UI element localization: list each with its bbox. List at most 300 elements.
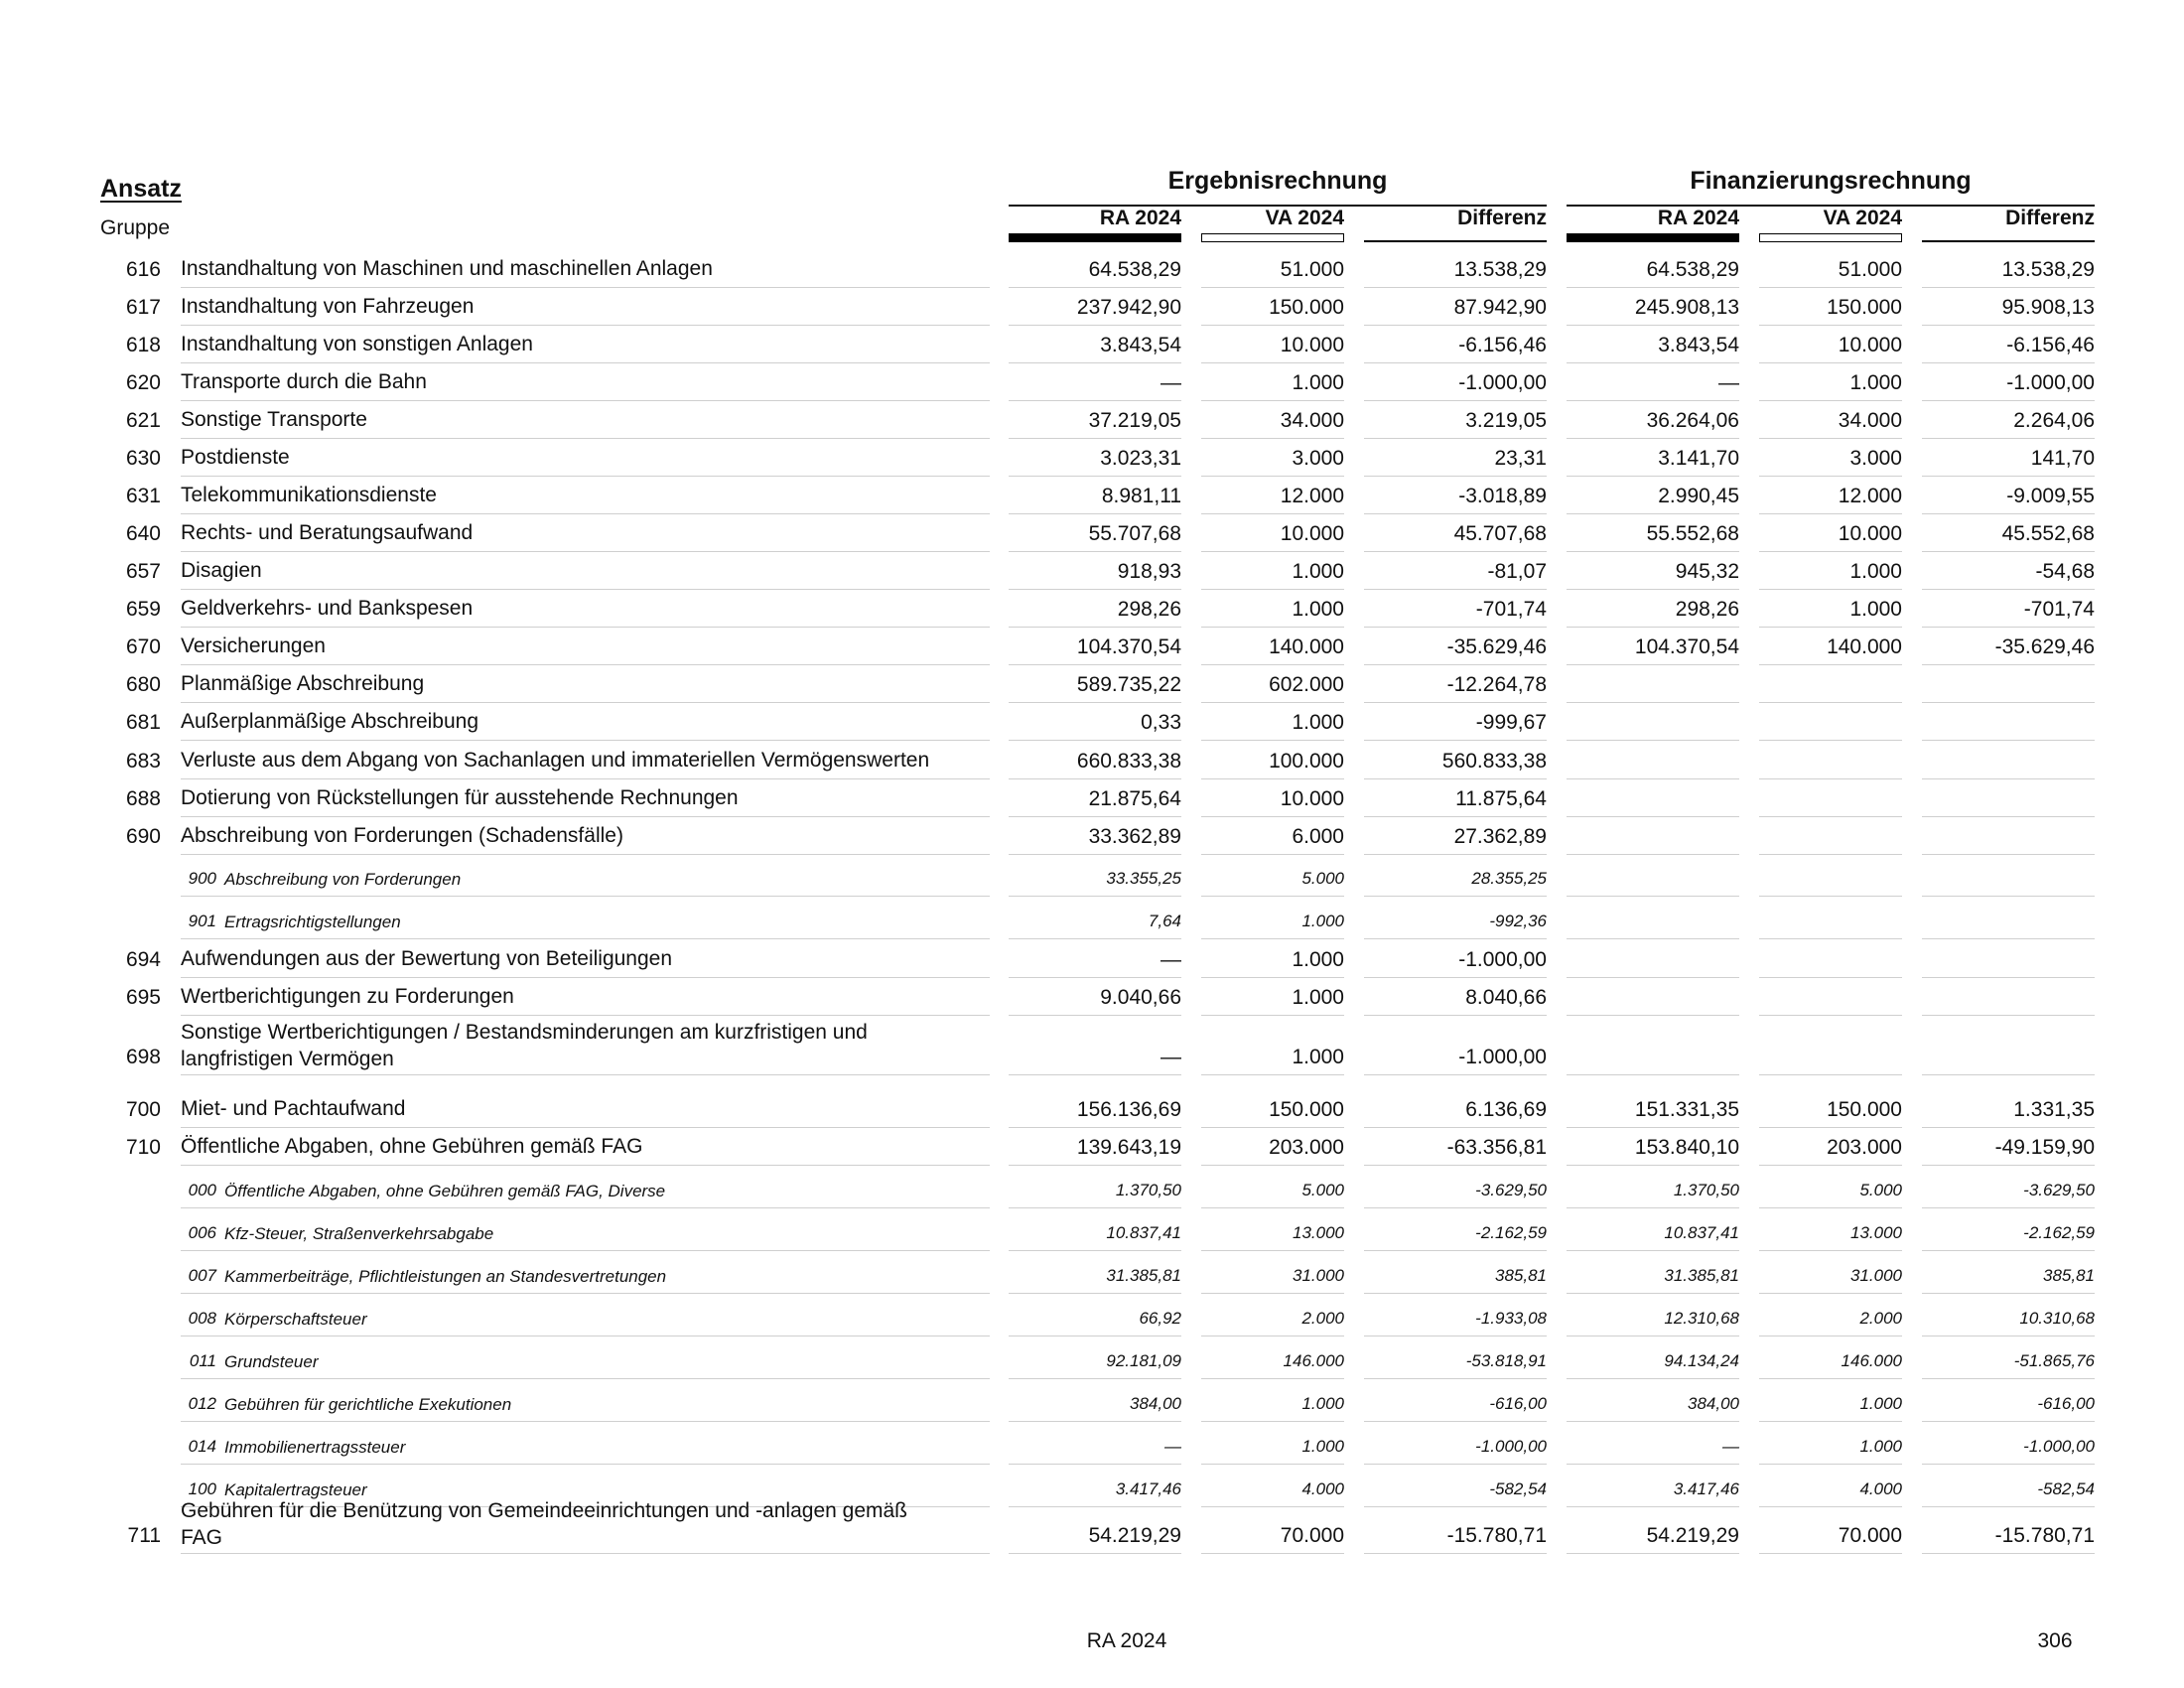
cell-va-ergebnis: 3.000 [1292,447,1344,470]
row-label: Instandhaltung von sonstigen Anlagen [181,333,533,355]
row-label: Wertberichtigungen zu Forderungen [181,985,514,1008]
finanzierungsrechnung-title: Finanzierungsrechnung [1690,167,1972,195]
cell-diff-finanz: 45.552,68 [2001,522,2095,545]
row-label: Postdienste [181,446,290,469]
cell-diff-finanz: 2.264,06 [2013,409,2095,432]
row-code: 698 [125,1046,161,1068]
cell-ra-ergebnis: 3.023,31 [1100,447,1181,470]
cell-diff-finanz: -3.629,50 [2023,1181,2095,1199]
cell-rule [1364,1074,1547,1075]
table-row [0,703,2184,741]
table-subrow [0,1251,2184,1294]
cell-va-finanz: 51.000 [1838,258,1902,281]
row-label: Abschreibung von Forderungen (Schadensfälle) [181,824,623,847]
cell-va-finanz: 34.000 [1838,409,1902,432]
cell-diff-ergebnis: -1.000,00 [1475,1437,1547,1456]
cell-diff-ergebnis: 8.040,66 [1465,986,1547,1009]
cell-va-finanz: 150.000 [1827,296,1902,319]
table-row [0,250,2184,288]
cell-va-ergebnis: 100.000 [1269,750,1344,773]
cell-va-ergebnis: 10.000 [1280,787,1344,810]
cell-va-finanz: 5.000 [1859,1181,1902,1199]
cell-va-ergebnis: 602.000 [1269,673,1344,696]
table-row [0,590,2184,628]
row-code: 618 [125,334,161,356]
row-label: Öffentliche Abgaben, ohne Gebühren gemäß FAG, Diverse [224,1182,666,1200]
cell-rule [1922,1553,2095,1554]
row-rule [181,1074,990,1075]
row-label [181,1019,995,1072]
cell-ra-ergebnis: 10.837,41 [1106,1223,1181,1242]
cell-diff-ergebnis: -1.000,00 [1458,371,1547,394]
row-code: 901 [188,912,216,930]
cell-va-ergebnis: 12.000 [1280,485,1344,507]
cell-diff-finanz: -35.629,46 [1994,635,2095,658]
row-code: 014 [188,1437,216,1456]
table-row [0,665,2184,703]
col-ra-ergebnis: RA 2024 [1099,207,1181,229]
gruppe-heading: Gruppe [100,216,171,239]
row-code: 683 [125,750,161,773]
row-label: Disagien [181,559,262,582]
cell-ra-finanz: 10.837,41 [1664,1223,1739,1242]
cell-rule [1567,740,1739,741]
cell-diff-ergebnis: -1.000,00 [1458,948,1547,971]
cell-va-ergebnis: 5.000 [1301,1181,1344,1199]
cell-ra-finanz: 94.134,24 [1664,1351,1739,1370]
table-row [0,477,2184,514]
cell-va-finanz: 150.000 [1827,1098,1902,1121]
row-label-line1: Sonstige Wertberichtigungen / Bestandsminderungen am kurzfristigen und [181,1021,868,1044]
cell-rule [1009,938,1181,939]
cell-ra-finanz: 3.843,54 [1658,334,1739,356]
cell-rule [1759,1553,1902,1554]
cell-va-finanz: 1.000 [1849,371,1902,394]
cell-diff-ergebnis: 385,81 [1495,1266,1547,1285]
cell-diff-ergebnis: -1.000,00 [1458,1046,1547,1068]
row-code: 617 [125,296,161,319]
cell-diff-finanz: -1.000,00 [2006,371,2095,394]
cell-ra-ergebnis: 384,00 [1130,1394,1181,1413]
cell-ra-ergebnis: 237.942,90 [1076,296,1181,319]
cell-diff-ergebnis: 27.362,89 [1453,825,1547,848]
row-code: 011 [189,1351,216,1370]
cell-diff-ergebnis: -582,54 [1489,1479,1547,1498]
cell-diff-finanz: -15.780,71 [1994,1524,2095,1547]
cell-ra-finanz: 64.538,29 [1646,258,1739,281]
row-code: 006 [188,1223,216,1242]
table-row [0,978,2184,1016]
cell-diff-ergebnis: 28.355,25 [1471,869,1547,888]
row-label: Instandhaltung von Fahrzeugen [181,295,475,318]
cell-rule [1364,1015,1547,1016]
row-label [181,1497,995,1551]
row-code: 900 [188,869,216,888]
cell-diff-ergebnis: -15.780,71 [1446,1524,1547,1547]
ansatz-heading: Ansatz [100,175,182,203]
table-row [0,742,2184,779]
cell-diff-ergebnis: -35.629,46 [1446,635,1547,658]
cell-ra-finanz: 2.990,45 [1658,485,1739,507]
col-va-finanz: VA 2024 [1823,207,1902,229]
row-label: Dotierung von Rückstellungen für ausstehende Rechnungen [181,786,739,809]
row-label: Miet- und Pachtaufwand [181,1097,406,1120]
table-subrow [0,1208,2184,1251]
footer-title: RA 2024 [1086,1629,1167,1652]
table-subrow [0,897,2184,939]
cell-diff-ergebnis: -999,67 [1475,711,1547,734]
cell-va-ergebnis: 5.000 [1301,869,1344,888]
cell-ra-ergebnis: 31.385,81 [1106,1266,1181,1285]
cell-diff-ergebnis: -63.356,81 [1446,1136,1547,1159]
cell-rule [1364,1553,1547,1554]
col-ra-finanz: RA 2024 [1657,207,1739,229]
cell-diff-ergebnis: -81,07 [1487,560,1547,583]
row-label: Öffentliche Abgaben, ohne Gebühren gemäß FAG [181,1135,643,1158]
cell-ra-finanz: — [1718,371,1739,394]
cell-va-finanz: 70.000 [1838,1524,1902,1547]
cell-va-finanz: 203.000 [1827,1136,1902,1159]
cell-rule [1009,1553,1181,1554]
cell-va-ergebnis: 70.000 [1280,1524,1344,1547]
cell-va-ergebnis: 31.000 [1293,1266,1344,1285]
cell-diff-ergebnis: -3.018,89 [1458,485,1547,507]
va-marker-bar [1201,233,1344,242]
va-marker-bar [1759,233,1902,242]
table-row [0,439,2184,477]
cell-diff-ergebnis: 87.942,90 [1453,296,1547,319]
diff-marker-line [1922,240,2095,242]
row-rule [181,938,990,939]
cell-diff-ergebnis: -6.156,46 [1458,334,1547,356]
row-label: Kapitalertragsteuer [224,1480,367,1499]
cell-diff-finanz: -582,54 [2037,1479,2095,1498]
cell-diff-finanz: -9.009,55 [2006,485,2095,507]
row-code: 621 [125,409,161,432]
row-code: 711 [127,1524,161,1547]
table-row [0,779,2184,817]
row-code: 640 [125,522,161,545]
table-subrow [0,1422,2184,1465]
row-code: 000 [188,1181,216,1199]
cell-va-ergebnis: 10.000 [1280,334,1344,356]
cell-va-ergebnis: 10.000 [1280,522,1344,545]
row-rule [181,1553,990,1554]
cell-va-ergebnis: 150.000 [1269,1098,1344,1121]
table-row [0,326,2184,363]
cell-rule [1759,938,1902,939]
cell-va-finanz: 31.000 [1850,1266,1902,1285]
cell-diff-ergebnis: -616,00 [1489,1394,1547,1413]
cell-va-ergebnis: 51.000 [1280,258,1344,281]
cell-diff-finanz: 10.310,68 [2019,1309,2095,1328]
row-code: 695 [125,986,161,1009]
row-code: 690 [125,825,161,848]
row-label: Rechts- und Beratungsaufwand [181,521,474,544]
row-code: 620 [125,371,161,394]
row-code: 007 [188,1266,216,1285]
table-subrow [0,1379,2184,1422]
cell-rule [1364,938,1547,939]
cell-diff-finanz: -616,00 [2037,1394,2095,1413]
row-label: Gebühren für gerichtliche Exekutionen [224,1395,512,1414]
cell-rule [1567,1015,1739,1016]
cell-va-ergebnis: 150.000 [1269,296,1344,319]
cell-diff-ergebnis: 560.833,38 [1441,750,1547,773]
cell-diff-ergebnis: -992,36 [1489,912,1547,930]
cell-ra-finanz: 298,26 [1675,598,1739,621]
cell-diff-finanz: -49.159,90 [1994,1136,2095,1159]
row-code: 681 [125,711,161,734]
cell-rule [1922,1015,2095,1016]
cell-diff-ergebnis: 13.538,29 [1453,258,1547,281]
table-row [0,363,2184,401]
row-label: Verluste aus dem Abgang von Sachanlagen und immateriellen Vermögenswerten [181,749,930,772]
cell-va-ergebnis: 34.000 [1280,409,1344,432]
cell-rule [1201,740,1344,741]
cell-va-ergebnis: 1.000 [1292,598,1344,621]
cell-va-ergebnis: 1.000 [1292,986,1344,1009]
row-code: 680 [125,673,161,696]
cell-ra-ergebnis: 1.370,50 [1115,1181,1181,1199]
cell-ra-ergebnis: — [1160,371,1181,394]
cell-diff-ergebnis: -701,74 [1475,598,1547,621]
row-code: 670 [125,635,161,658]
cell-ra-finanz: 384,00 [1688,1394,1739,1413]
table-row [0,401,2184,439]
cell-ra-ergebnis: 660.833,38 [1076,750,1181,773]
cell-va-finanz: 146.000 [1841,1351,1902,1370]
cell-diff-finanz: 95.908,13 [2001,296,2095,319]
row-label-line2: FAG [181,1526,223,1549]
cell-va-ergebnis: 1.000 [1292,948,1344,971]
cell-rule [1009,1015,1181,1016]
cell-va-finanz: 1.000 [1849,598,1902,621]
cell-rule [1201,1553,1344,1554]
cell-va-ergebnis: 1.000 [1292,1046,1344,1068]
table-subrow [0,1166,2184,1208]
row-code: 616 [125,258,161,281]
cell-ra-ergebnis: 7,64 [1148,912,1181,930]
cell-ra-ergebnis: 918,93 [1117,560,1181,583]
cell-diff-finanz: -701,74 [2023,598,2095,621]
table-row [0,1497,2184,1554]
cell-va-finanz: 10.000 [1838,334,1902,356]
cell-va-ergebnis: 1.000 [1292,560,1344,583]
cell-ra-ergebnis: 104.370,54 [1076,635,1181,658]
cell-rule [1922,740,2095,741]
cell-diff-ergebnis: 6.136,69 [1465,1098,1547,1121]
row-label: Kfz-Steuer, Straßenverkehrsabgabe [224,1224,494,1243]
cell-diff-finanz: -1.000,00 [2023,1437,2095,1456]
ra-marker-bar [1009,233,1181,242]
cell-ra-ergebnis: 8.981,11 [1101,485,1181,507]
cell-va-ergebnis: 1.000 [1292,371,1344,394]
cell-diff-finanz: -54,68 [2035,560,2095,583]
ergebnisrechnung-title: Ergebnisrechnung [1167,167,1388,195]
cell-va-ergebnis: 1.000 [1301,912,1344,930]
diff-marker-line [1364,240,1547,242]
cell-va-ergebnis: 203.000 [1269,1136,1344,1159]
row-code: 710 [125,1136,161,1159]
cell-diff-ergebnis: -1.933,08 [1475,1309,1547,1328]
cell-va-ergebnis: 4.000 [1301,1479,1344,1498]
cell-va-finanz: 1.000 [1849,560,1902,583]
row-label: Versicherungen [181,634,326,657]
row-code: 012 [188,1394,216,1413]
cell-diff-ergebnis: -53.818,91 [1465,1351,1547,1370]
cell-diff-finanz: 141,70 [2030,447,2095,470]
table-subrow [0,854,2184,897]
cell-rule [1567,1553,1739,1554]
cell-diff-ergebnis: 23,31 [1494,447,1547,470]
row-label: Geldverkehrs- und Bankspesen [181,597,474,620]
row-code: 659 [125,598,161,621]
cell-rule [1922,1074,2095,1075]
cell-va-finanz: 10.000 [1838,522,1902,545]
cell-ra-ergebnis: 54.219,29 [1088,1524,1181,1547]
cell-va-finanz: 2.000 [1859,1309,1902,1328]
cell-va-finanz: 12.000 [1838,485,1902,507]
cell-diff-ergebnis: -3.629,50 [1475,1181,1547,1199]
row-label: Kammerbeiträge, Pflichtleistungen an Standesvertretungen [224,1267,667,1286]
cell-va-ergebnis: 1.000 [1301,1394,1344,1413]
cell-diff-ergebnis: 45.707,68 [1453,522,1547,545]
cell-ra-finanz: 3.141,70 [1658,447,1739,470]
cell-ra-ergebnis: — [1160,1046,1181,1068]
cell-rule [1201,1015,1344,1016]
cell-ra-ergebnis: — [1164,1437,1181,1456]
cell-va-finanz: 3.000 [1849,447,1902,470]
cell-ra-ergebnis: 9.040,66 [1100,986,1181,1009]
table-row [0,514,2184,552]
row-code: 700 [125,1098,161,1121]
table-row [0,1019,2184,1075]
cell-ra-finanz: 151.331,35 [1634,1098,1739,1121]
cell-ra-finanz: 31.385,81 [1664,1266,1739,1285]
table-row [0,552,2184,590]
cell-ra-finanz: 54.219,29 [1646,1524,1739,1547]
row-rule [181,1015,990,1016]
table-row [0,940,2184,978]
cell-ra-finanz: 153.840,10 [1634,1136,1739,1159]
row-code: 100 [188,1479,216,1498]
cell-ra-ergebnis: 21.875,64 [1088,787,1181,810]
cell-rule [1009,1074,1181,1075]
cell-ra-ergebnis: 55.707,68 [1088,522,1181,545]
cell-va-ergebnis: 1.000 [1292,711,1344,734]
row-code: 694 [125,948,161,971]
table-row [0,817,2184,855]
cell-ra-finanz: 1.370,50 [1673,1181,1739,1199]
cell-ra-ergebnis: 3.843,54 [1100,334,1181,356]
cell-diff-ergebnis: 11.875,64 [1455,787,1547,810]
cell-va-ergebnis: 13.000 [1293,1223,1344,1242]
row-label: Telekommunikationsdienste [181,484,437,506]
cell-ra-ergebnis: 37.219,05 [1088,409,1181,432]
ra-marker-bar [1567,233,1739,242]
cell-ra-finanz: 55.552,68 [1646,522,1739,545]
cell-rule [1201,1074,1344,1075]
cell-diff-ergebnis: -2.162,59 [1475,1223,1547,1242]
row-label: Aufwendungen aus der Bewertung von Beteiligungen [181,947,673,970]
cell-ra-finanz: 945,32 [1675,560,1739,583]
cell-rule [1009,740,1181,741]
cell-ra-finanz: 3.417,46 [1673,1479,1739,1498]
row-label: Grundsteuer [224,1352,319,1371]
row-label: Abschreibung von Forderungen [224,870,462,889]
cell-va-finanz: 140.000 [1827,635,1902,658]
row-label-line2: langfristigen Vermögen [181,1048,394,1070]
cell-ra-finanz: — [1722,1437,1739,1456]
cell-ra-ergebnis: 0,33 [1141,711,1181,734]
cell-ra-ergebnis: 156.136,69 [1076,1098,1181,1121]
table-subrow [0,1336,2184,1379]
table-row [0,1090,2184,1128]
cell-diff-finanz: 13.538,29 [2001,258,2095,281]
cell-rule [1759,1015,1902,1016]
cell-ra-ergebnis: 3.417,46 [1115,1479,1181,1498]
row-label: Außerplanmäßige Abschreibung [181,710,479,733]
cell-ra-ergebnis: 66,92 [1139,1309,1181,1328]
cell-rule [1759,740,1902,741]
page-number: 306 [2037,1629,2073,1652]
cell-rule [1567,938,1739,939]
cell-ra-ergebnis: — [1160,948,1181,971]
cell-ra-ergebnis: 92.181,09 [1106,1351,1181,1370]
cell-ra-finanz: 245.908,13 [1634,296,1739,319]
cell-diff-finanz: -51.865,76 [2013,1351,2095,1370]
cell-va-finanz: 13.000 [1850,1223,1902,1242]
cell-ra-finanz: 36.264,06 [1646,409,1739,432]
cell-va-finanz: 4.000 [1859,1479,1902,1498]
row-code: 631 [125,485,161,507]
row-label: Ertragsrichtigstellungen [224,913,401,931]
cell-rule [1922,938,2095,939]
cell-va-ergebnis: 1.000 [1301,1437,1344,1456]
row-label: Immobilienertragssteuer [224,1438,406,1457]
row-rule [181,740,990,741]
cell-va-finanz: 1.000 [1859,1437,1902,1456]
row-label-line1: Gebühren für die Benützung von Gemeindeeinrichtungen und -anlagen gemäß [181,1499,907,1522]
cell-va-ergebnis: 6.000 [1292,825,1344,848]
cell-ra-ergebnis: 298,26 [1117,598,1181,621]
cell-diff-ergebnis: 3.219,05 [1465,409,1547,432]
col-va-ergebnis: VA 2024 [1265,207,1344,229]
cell-va-finanz: 1.000 [1859,1394,1902,1413]
cell-rule [1567,1074,1739,1075]
cell-ra-finanz: 104.370,54 [1634,635,1739,658]
row-label: Sonstige Transporte [181,408,367,431]
cell-diff-finanz: 1.331,35 [2013,1098,2095,1121]
cell-va-ergebnis: 2.000 [1301,1309,1344,1328]
cell-diff-finanz: -2.162,59 [2023,1223,2095,1242]
table-row [0,288,2184,326]
cell-diff-finanz: -6.156,46 [2006,334,2095,356]
row-label: Körperschaftsteuer [224,1310,367,1329]
col-diff-ergebnis: Differenz [1457,207,1547,229]
cell-ra-ergebnis: 33.362,89 [1088,825,1181,848]
row-code: 008 [188,1309,216,1328]
row-label: Transporte durch die Bahn [181,370,427,393]
cell-ra-finanz: 12.310,68 [1664,1309,1739,1328]
cell-rule [1201,938,1344,939]
row-label: Instandhaltung von Maschinen und maschinellen Anlagen [181,257,713,280]
cell-va-ergebnis: 146.000 [1283,1351,1344,1370]
row-code: 657 [125,560,161,583]
cell-rule [1364,740,1547,741]
cell-diff-ergebnis: -12.264,78 [1446,673,1547,696]
